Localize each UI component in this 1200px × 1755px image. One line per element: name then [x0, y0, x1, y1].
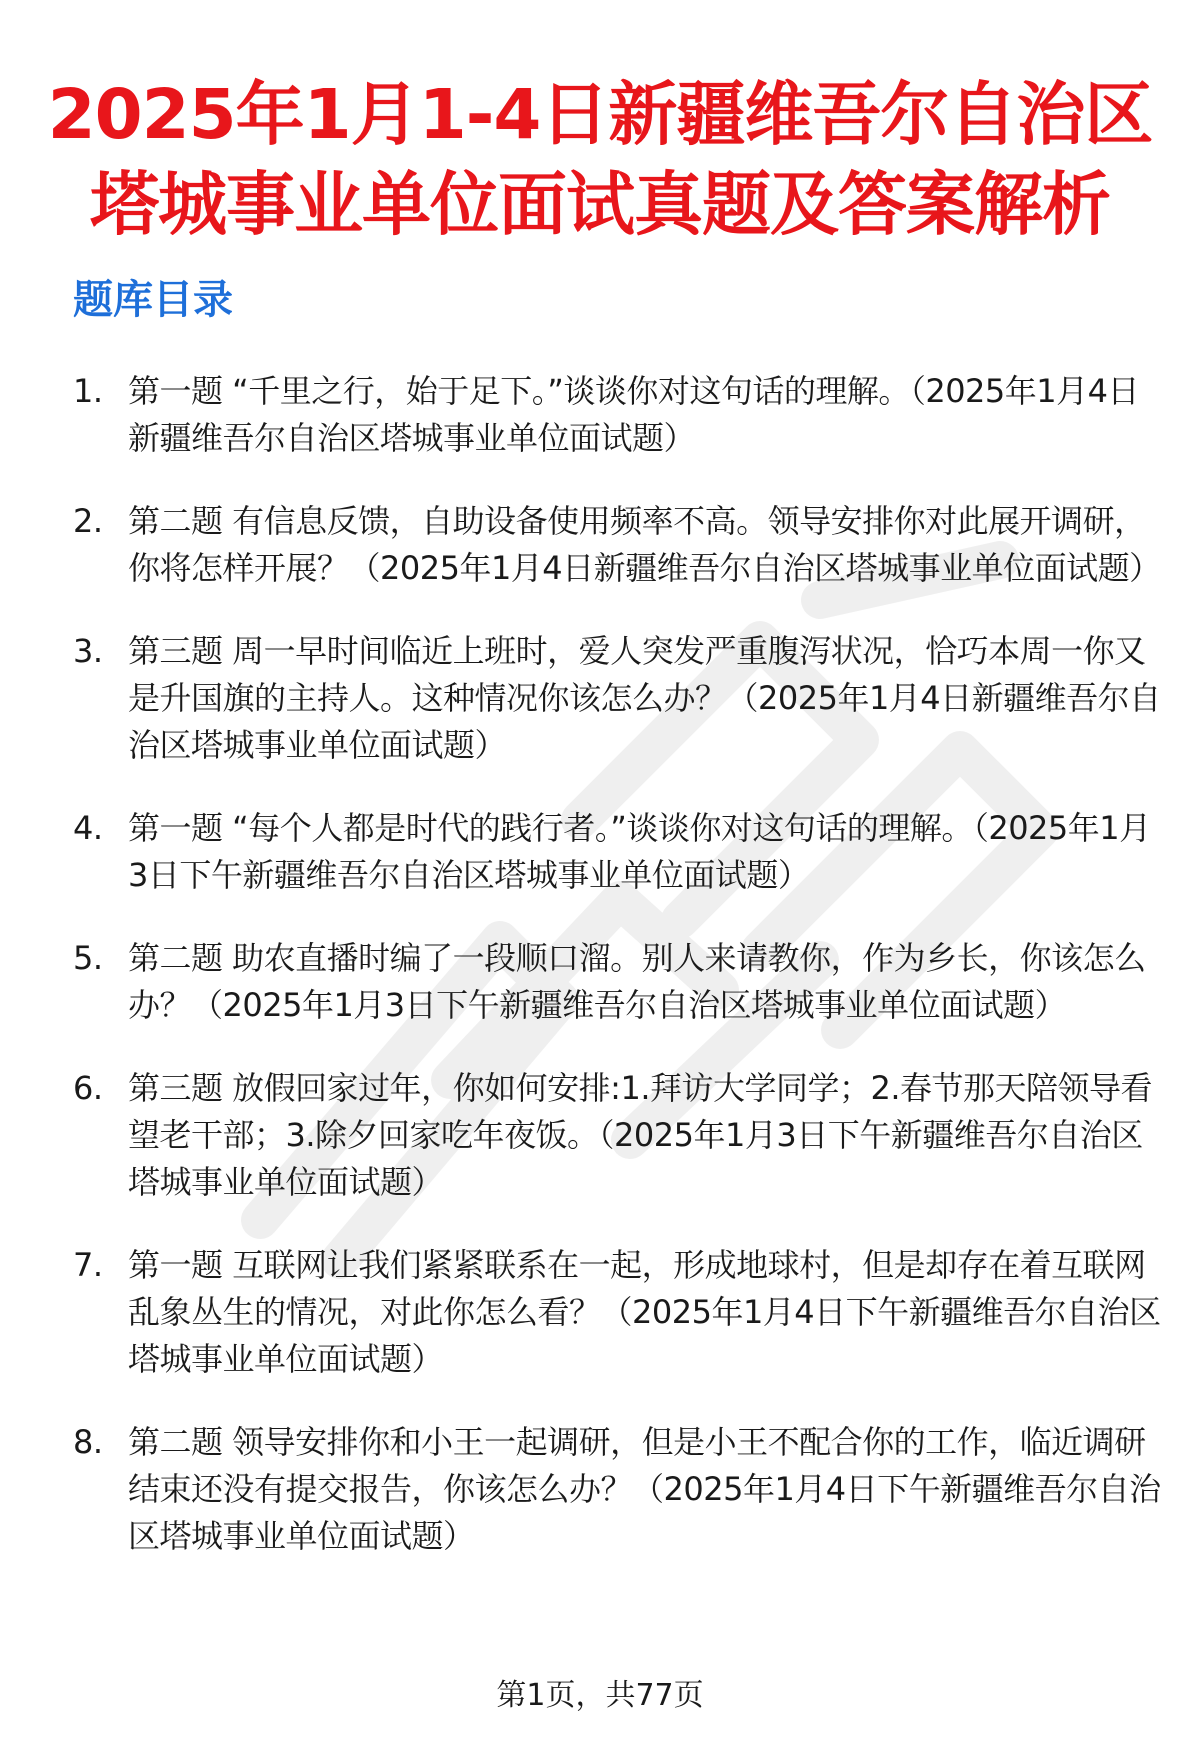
- item-number: 4.: [73, 809, 103, 847]
- item-number: 8.: [73, 1423, 103, 1461]
- item-text: 第一题 “千里之行，始于足下。”谈谈你对这句话的理解。（2025年1月4日新疆维吾尔自治区塔城事业单位面试题）: [128, 372, 1139, 457]
- item-text: 第一题 “每个人都是时代的践行者。”谈谈你对这句话的理解。（2025年1月3日下午新疆维吾尔自治区塔城事业单位面试题）: [128, 809, 1151, 894]
- toc-list: [73, 368, 1163, 1596]
- toc-item-4: [73, 805, 1163, 899]
- document-title: [0, 70, 1200, 250]
- item-number: 7.: [73, 1246, 103, 1284]
- item-text: 第二题 助农直播时编了一段顺口溜。别人来请教你，作为乡长，你该怎么办？（2025年1月3日下午新疆维吾尔自治区塔城事业单位面试题）: [128, 939, 1146, 1024]
- toc-item-7: [73, 1242, 1163, 1383]
- item-text: 第三题 周一早时间临近上班时，爱人突发严重腹泻状况，恰巧本周一你又是升国旗的主持人。这种情况你该怎么办？（2025年1月4日新疆维吾尔自治区塔城事业单位面试题）: [128, 632, 1161, 764]
- toc-item-3: [73, 628, 1163, 769]
- toc-item-5: [73, 935, 1163, 1029]
- toc-heading: 题库目录: [73, 277, 233, 323]
- toc-item-8: [73, 1419, 1163, 1560]
- title-line-1: 2025年1月1-4日新疆维吾尔自治区: [47, 75, 1153, 155]
- page-counter: 第1页，共77页: [496, 1678, 704, 1713]
- toc-item-2: [73, 498, 1163, 592]
- item-number: 1.: [73, 372, 103, 410]
- item-number: 6.: [73, 1069, 103, 1107]
- item-text: 第一题 互联网让我们紧紧联系在一起，形成地球村，但是却存在着互联网乱象丛生的情况，对此你怎么看？（2025年1月4日下午新疆维吾尔自治区塔城事业单位面试题）: [128, 1246, 1161, 1378]
- toc-item-6: [73, 1065, 1163, 1206]
- item-text: 第三题 放假回家过年，你如何安排:1.拜访大学同学；2.春节那天陪领导看望老干部；3.除夕回家吃年夜饭。（2025年1月3日下午新疆维吾尔自治区塔城事业单位面试题）: [128, 1069, 1153, 1201]
- item-number: 2.: [73, 502, 103, 540]
- title-line-2: 塔城事业单位面试真题及答案解析: [90, 165, 1110, 245]
- item-text: 第二题 领导安排你和小王一起调研，但是小王不配合你的工作，临近调研结束还没有提交报告，你该怎么办？（2025年1月4日下午新疆维吾尔自治区塔城事业单位面试题）: [128, 1423, 1161, 1555]
- item-text: 第二题 有信息反馈，自助设备使用频率不高。领导安排你对此展开调研，你将怎样开展？（2025年1月4日新疆维吾尔自治区塔城事业单位面试题）: [128, 502, 1161, 587]
- toc-item-1: [73, 368, 1163, 462]
- item-number: 5.: [73, 939, 103, 977]
- item-number: 3.: [73, 632, 103, 670]
